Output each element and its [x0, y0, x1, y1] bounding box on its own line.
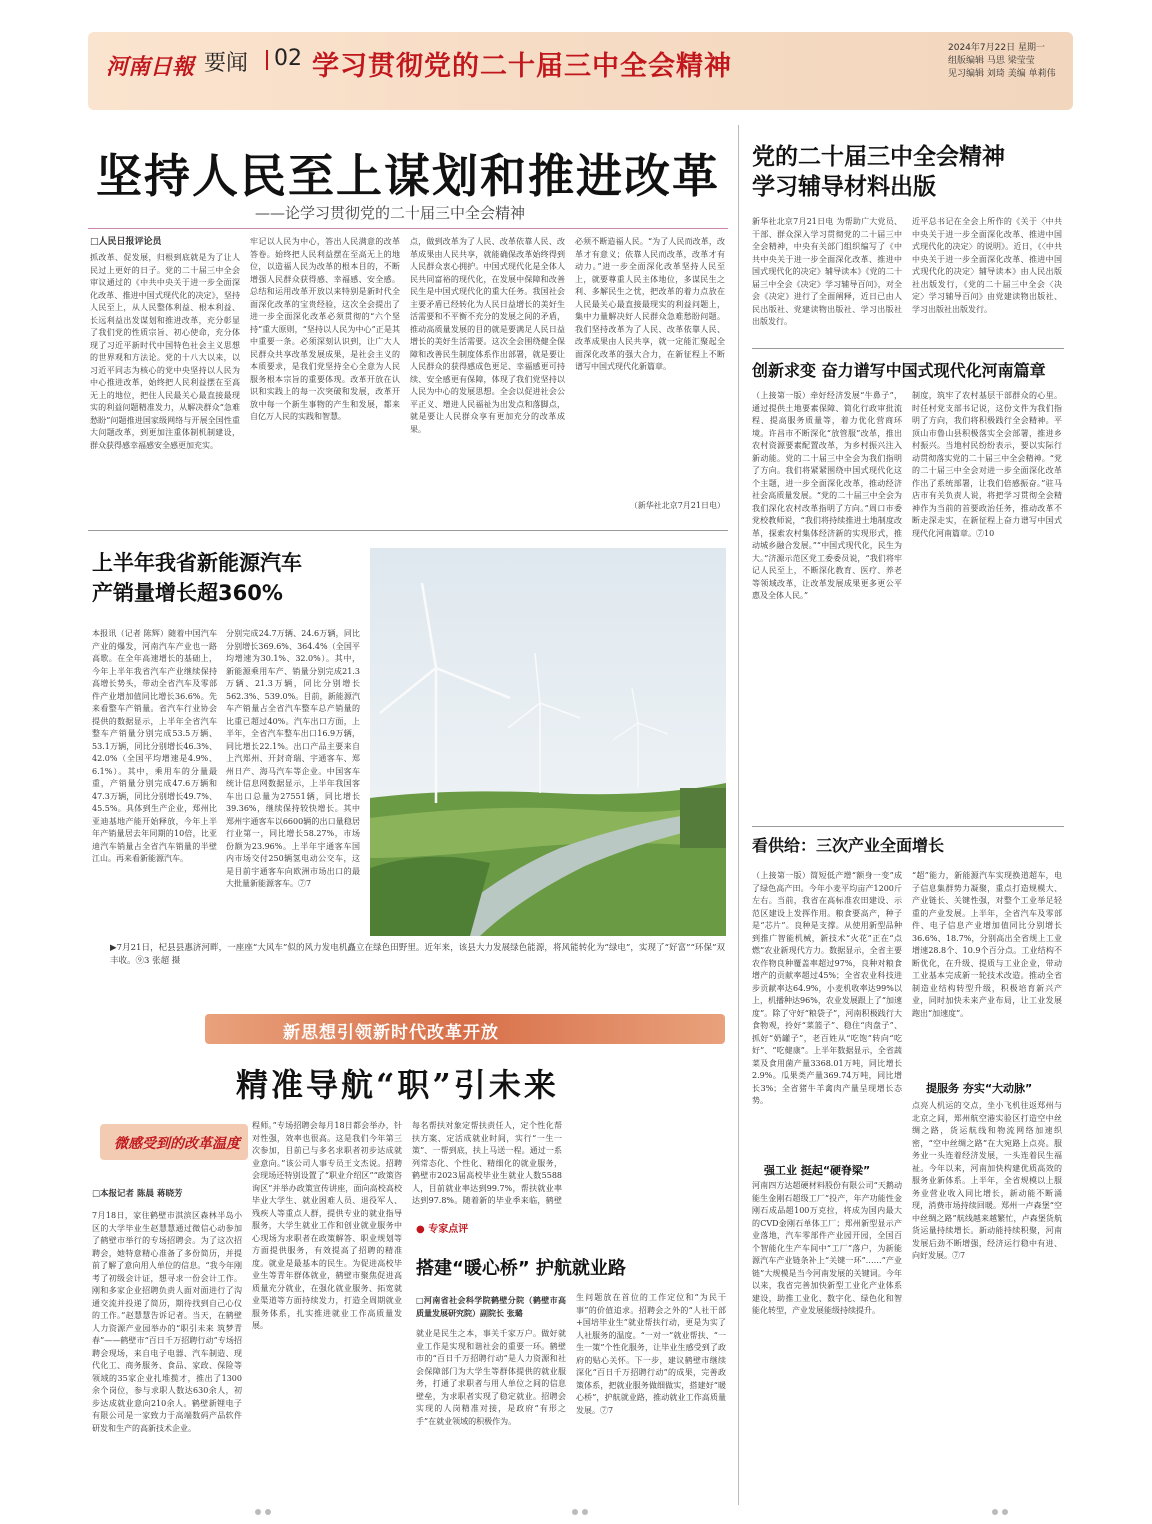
- wind-farm-image: [370, 548, 726, 936]
- comment-tag-text: 专家点评: [428, 1224, 469, 1235]
- job-col-1: 7月18日，家住鹤壁市淇滨区森林半岛小区的大学毕业生赵慧慧通过微信心动参加了鹤壁市举行的专场招聘会。为了这次招聘会，她特意精心准备了多份简历，并提前了解了意向用人单位的信息。“我今年刚考了初级会计证，想寻求一份会计工作。刚和多家企业招聘负责人面对面进行了沟通交流并投递了简历，期待找到自己心仪的工作。”赵慧慧告诉记者。当天，在鹤壁人力资源产业园举办的“职引未来 筑梦青春”——鹤壁市“百日千万招聘行动”专场招聘会现场，来自电子电器、汽车制造、现代化工、商务服务、食品、家政、保险等领域的35家企业扎堆揽才，推出了1300余个岗位，参与求职人数达630余人，初步达成就业意向210余人。鹤壁新锂电子有限公司是一家致力于高端数码产品软件研发和生产的高新技术企业。: [92, 1211, 242, 1433]
- job-title: 精准导航“职”引未来: [236, 1066, 559, 1104]
- page-number: 02: [274, 46, 302, 71]
- henan-col-2: 制度，筑牢了农村基层干部群众的心里。时任村党支部书记说，这份文件为我们指明了方向，我们将积极践行全会精神。平顶山市鲁山县积极落实全会部署，推进乡村振兴。当地村民纷纷表示，要以实际行动贯彻落实党的二十届三中全会精神。“党的二十届三中全会对进一步全面深化改革作出了系统部署，让我们倍感振奋。”驻马店市有关负责人说，将把学习贯彻全会精神作为当前的首要政治任务，推动改革不断走深走实，在新征程上奋力谱写中国式现代化河南篇章。⑦10: [912, 391, 1062, 538]
- section-name: 要闻: [204, 51, 249, 76]
- lead-source: （新华社北京7月21日电）: [629, 501, 725, 510]
- job-col-2: 程师。”专场招聘会每月18日都会举办，针对性强，效率也很高。这是我们今年第三次参加，目前已与多名求职者初步达成就业意向。”该公司人事专员王文杰说。招聘会现场还特别设置了“职业介绍区”“政策咨询区”并举办政策宣传讲座，面向高校高校毕业大学生、就业困难人员、退役军人、残疾人等重点人群，提供专业的就业指导服务，大学生就业工作和创业就业服务中心现场为求职者在政策解答、职业规划等方面提供服务，有效提高了招聘的精准度。就业是最基本的民生。为促进高校毕业生等青年群体就业，鹤壁市聚焦促进高质量充分就业，在强化就业服务、拓宽就业渠道等方面持续发力，打造全周期就业服务体系，扎实推进就业工作高质量发展。: [252, 1121, 402, 1330]
- nev-title: [92, 548, 302, 608]
- comment-col-2: 生问题放在首位的工作定位和“为民干事”的价值追求。招聘会之外的“人社干部+国培毕业生”就业帮扶行动，更是为实了人社服务的温度。“一对一”就业帮扶、“一生一策”个性化服务，让毕业生感受到了政府的贴心关怀。下一步，建议鹤壁市继续深化“百日千万招聘行动”的成果，完善政策体系，把就业服务做细做实，搭建好“暖心桥”，护航就业路，推动就业工作高质量发展。⑦7: [576, 1293, 726, 1415]
- lead-col-3: 点，做到改革为了人民、改革依靠人民、改革成果由人民共享，就能确保改革始终得到人民群众衷心拥护。中国式现代化是全体人民共同富裕的现代化，在发展中保障和改善民生是中国式现代化的重大任务。我国社会主要矛盾已经转化为人民日益增长的美好生活需要和不平衡不充分的发展之间的矛盾，推动高质量发展的目的就是要满足人民日益增长的美好生活需要。这次全会围绕健全保障和改善民生制度体系作出部署，就是要让人民群众的获得感成色更足、幸福感更可持续、安全感更有保障，体现了我们党坚持以人民为中心的发展思想。全会以促进社会公平正义、增进人民福祉为出发点和落脚点，就是要让人民群众享有更加充分的改革成果。: [410, 237, 565, 434]
- job-tag-text: 微感受到的改革温度: [114, 1136, 240, 1152]
- lead-col-4: 必须不断造福人民。“为了人民而改革，改革才有意义；依靠人民而改革，改革才有动力。”进一步全面深化改革坚持人民至上，就要尊重人民主体地位，多谋民生之利、多解民生之忧，把改革的着力点放在人民最关心最直接最现实的利益问题上，集中力量解决好人民群众急难愁盼问题。我们坚持改革为了人民、改革依靠人民、改革成果由人民共享，就一定能汇聚起全面深化改革的强大合力，在新征程上不断谱写中国式现代化新篇章。: [575, 237, 725, 371]
- page-dots-left: [255, 1500, 275, 1519]
- banner-text: 新思想引领新时代改革开放: [283, 1023, 499, 1043]
- lead-byline: □人民日报评论员: [90, 237, 162, 247]
- supply-col-1: （上接第一版）简短低产增“额身一变”成了绿色高产田。今年小麦平均亩产1200斤左右。当前，我省在高标准农田建设、示范区建设上发挥作用。粮食要高产，种子是“芯片”。良种是支撑。从使用新型品种到推广智能机械，新技术“火花”正在“点燃”农业新现代方力。数据显示，全省主要农作物良种覆盖率超过97%，良种对粮食增产的贡献率超过45%；全省农业科技进步贡献率达64.9%，小麦机收率达99%以上，机播种达96%，农业发展跟上了“加速度”。除了守好“粮袋子”，河南积极践行大食物观，拎好“菜篮子”、稳住“肉盘子”、抓好“奶罐子”，老百姓从“吃饱”转向“吃好”、“吃健康”。上半年数据显示，全省蔬菜及食用菌产量3368.01万吨，同比增长2.9%。瓜果类产量369.74万吨，同比增长3%；全省猪牛羊禽肉产量呈现增长态势。: [752, 871, 902, 1105]
- photo-caption: ▶7月21日，杞县县惠济河畔，一座座“大风车”似的风力发电机矗立在绿色田野里。近年来，该县大力发展绿色能源，将风能转化为“绿电”，实现了“好富”“环保”双丰收。⑨3 张超 摄: [110, 943, 725, 966]
- header-info: [948, 42, 1056, 81]
- comment-tag-icon: ●: [416, 1224, 425, 1235]
- editors-line-1: 组版编辑 马思 梁莹莹: [948, 56, 1035, 66]
- job-col-3: 每名帮扶对象定帮扶责任人，定个性化帮扶方案、定活成就业时间，实行“一生一策”、一帮到底，扶上马送一程。通过一系列常态化、个性化、精细化的就业服务，鹤壁市2023届高校毕业生就业人数5588人，目前就业率达到99.7%，帮扶就业率达到97.8%。随着新的毕业季来临，鹤壁: [412, 1121, 562, 1205]
- supply-col-3: “超”能力，新能源汽车实现换道超车，电子信息集群势力凝聚，重点打造规模大、产业链长、关键性强，对整个工业举足轻重的产业发展。上半年，全省汽车及零部件、电子信息产业增加值同比分别增长36.6%、18.7%，分别高出全省规上工业增速28.8个、10.9个百分点。工业结构不断优化，在升级、提质与工业企业，带动工业基本完成新一轮技术改造。推动全省制造业结构转型升级，积极培育新兴产业，同时加快未来产业布局，让工业发展跑出“加速度”。: [912, 871, 1062, 1018]
- supply-title: 看供给：三次产业全面增长: [752, 836, 945, 855]
- job-byline: □本报记者 陈晨 蒋晓芳: [92, 1189, 183, 1199]
- newspaper-logo: 河南日報: [106, 54, 195, 80]
- page-dots-middle: [572, 1500, 592, 1519]
- supply-subhead-service: 提服务 夯实“大动脉”: [926, 1082, 1033, 1095]
- nev-col-2: 分别完成24.7万辆、24.6万辆，同比分别增长369.6%、364.4%（全国平均增速为30.1%、32.0%）。其中，新能源乘用车产、销量分别完成21.3万辆、21.3万辆，同比分别增长562.3%、539.0%。目前，新能源汽车产销量占全省汽车整车总产销量的比重已超过40%。汽车出口方面，上半年，全省汽车整车出口16.9万辆，同比增长22.1%。出口产品主要来自上汽郑州、开封奇瑞、宇通客车、郑州日产、海马汽车等企业。中国客车统计信息网数据显示，上半年我国客车出口总量为27551辆，同比增长39.36%，继续保持较快增长。其中郑州宇通客车以6600辆的出口量稳居行业第一，同比增长58.27%，市场份额为23.96%。上半年宇通客车国内市场交付250辆氢电动公交车，这是目前宇通客车向欧洲市场出口的最大批量新能源客车。⑦7: [226, 629, 360, 888]
- supply-col-2: 河南四方达超硬材料股份有限公司“天鹅动能生金刚石超级工厂”投产，年产功能性金刚石成品超100万克拉，将成为国内最大的CVD金刚石单体工厂；郑州新型显示产业落地，汽车零部件产业园开园，全国百个智能化生产车间中“工厂”落户，为新能源汽车产业链条补上“关键一环”……“产业链”大规模是当今河南发展的关键词。今年以来，我省完善加快新型工业化产业体系建设，助推工业化、数字化、绿色化和智能化转型，产业发展能级持续提升。: [752, 1181, 902, 1315]
- nev-title-line-1: 上半年我省新能源汽车: [92, 551, 302, 575]
- lead-subtitle: ——论学习贯彻党的二十届三中全会精神: [255, 204, 526, 222]
- comment-byline: □河南省社会科学院鹤壁分院（鹤壁市高质量发展研究院）副院长 张璐: [416, 1296, 566, 1318]
- henan-title: 创新求变 奋力谱写中国式现代化河南篇章: [752, 361, 1046, 380]
- page-header: [88, 32, 1073, 110]
- issue-date: 2024年7月22日 星期一: [948, 43, 1045, 53]
- book-title-line-2: 学习辅导材料出版: [752, 173, 936, 200]
- comment-col-1: 就业是民生之本，事关千家万户。做好就业工作是实现和谐社会的重要一环。鹤壁市的“百日千万招聘行动”是人力资源和社会保障部门为大学生等群体提供的就业服务，打通了求职者与用人单位之间的信息壁垒，为求职者实现了稳定就业。招聘会实现的人岗精准对接，是政府“有形之手”在就业领域的积极作为。: [416, 1329, 566, 1426]
- book-title: [752, 142, 1005, 202]
- banner: [205, 1014, 725, 1044]
- comment-tag: [416, 1220, 468, 1235]
- henan-col-1: （上接第一版）牵好经济发展“牛鼻子”，通过提供土地要素保障、简化行政审批流程、提高服务质量等，着力优化营商环境。许昌市不断深化“放管服”改革，推出农村资源要素配置改革，为乡村振兴注入新动能。党的二十届三中全会为我们指明了方向。我们将紧紧围绕中国式现代化这个主题，进一步全面深化改革，推动经济社会高质量发展。“党的二十届三中全会为我们深化农村改革指明了方向。”周口市委党校教师说，“我们将持续推进土地制度改革，探索农村集体经济新的实现形式，推动城乡融合发展。”“中国式现代化，民生为大。”济源示范区党工委委员说，“我们将牢记人民至上，不断深化教育、医疗、养老等领域改革，让改革发展成果更多更公平惠及全体人民。”: [752, 391, 902, 600]
- lead-title: 坚持人民至上谋划和推进改革: [96, 149, 720, 203]
- header-divider: [266, 50, 268, 70]
- book-col-1: 新华社北京7月21日电 为帮助广大党员、干部、群众深入学习贯彻党的二十届三中全会精神，中央有关部门组织编写了《中共中央关于进一步全面深化改革、推进中国式现代化的决定》辅导读本》《党的二十届三中全会《决定》学习辅导百问》，对全会《决定》进行了全面阐释，近日已由人民出版社、党建读物出版社、学习出版社出版发行。: [752, 217, 902, 326]
- page-dots-right: [992, 1500, 1012, 1519]
- book-title-line-1: 党的二十届三中全会精神: [752, 143, 1005, 170]
- editors-line-2: 见习编辑 刘琦 美编 单莉伟: [948, 69, 1056, 79]
- nev-title-line-2: 产销量增长超360%: [92, 581, 283, 605]
- supply-col-4: 点亮人机运的交点，坐小飞机往返郑州与北京之间，郑州航空港实验区打造空中丝绸之路，货运航线和物流网络加速织密，“空中丝绸之路”在大宛路上点亮。服务业一头连着经济发展，一头连着民生福祉。今年以来，河南加快构建优质高效的服务业新体系。上半年，全省规模以上服务业营业收入同比增长，新动能不断涌现，消费市场持续回暖。郑州一卢森堡“空中丝绸之路”航线越来越繁忙，卢森堡货航货运量持续增长。新动能持续积聚，河南发展后劲不断增强，经济运行稳中有进、向好发展。⑦7: [912, 1101, 1062, 1260]
- nev-col-1: 本报讯（记者 陈辉）随着中国汽车产业的爆发，河南汽车产业也一路高歌。在全年高速增长的基础上，今年上半年我省汽车产业继续保持高增长势头，带动全省汽车及零部件产业增加值同比增长36.6%。先来看整车产销量。省汽车行业协会提供的数据显示，上半年全省汽车整车产销量分别完成53.5万辆、53.1万辆，同比分别增长46.3%、42.0%（全国平均增速是4.9%、6.1%）。其中，乘用车的分量最重，产销量分别完成47.6万辆和47.3万辆，同比分别增长49.7%、45.5%。具体到生产企业，郑州比亚迪基地产能开始释放，今年上半年产销量居去年同期的10倍，比亚迪汽车销量占全省汽车销量的半壁江山。再来看新能源汽车。: [92, 629, 217, 863]
- comment-title: 搭建“暖心桥” 护航就业路: [416, 1258, 626, 1279]
- lead-col-1: 抓改革、促发展，归根到底就是为了让人民过上更好的日子。党的二十届三中全会审议通过的《中共中央关于进一步全面深化改革、推进中国式现代化的决定》，坚持人民至上，从人民整体利益、根本利益、长远利益出发谋划和推进改革，充分彰显了我们党的性质宗旨、初心使命，充分体现了习近平新时代中国特色社会主义思想的世界观和方法论。党的十八大以来，以习近平同志为核心的党中央坚持以人民为中心推进改革，始终把人民利益摆在至高无上的地位，把住人民最关心最直接最现实的利益问题精准发力，从解决群众“急难愁盼”问题推进国家级网络与开展全国性重大问题改革，到更加注重体制机制建设，群众获得感幸福感安全感更加充实。: [90, 253, 240, 450]
- supply-subhead-industry: 强工业 挺起“硬脊梁”: [764, 1164, 871, 1177]
- wind-farm-photo: [370, 548, 726, 936]
- book-col-2: 近平总书记在全会上所作的《关于〈中共中央关于进一步全面深化改革、推进中国式现代化的决定〉的说明》。近日，《〈中共中央关于进一步全面深化改革、推进中国式现代化的决定〉辅导读本》由人民出版社出版发行，《党的二十届三中全会〈决定〉学习辅导百问》由党建读物出版社、学习出版社出版发行。: [912, 217, 1062, 314]
- page-theme: 学习贯彻党的二十届三中全会精神: [312, 51, 732, 82]
- lead-col-2: 牢记以人民为中心，答出人民满意的改革答卷。始终把人民利益摆在至高无上的地位，以造福人民为改革的根本目的，不断增强人民群众获得感、幸福感、安全感。总结和运用改革开放以来特别是新时代全面深化改革的宝贵经验，这次全会提出了进一步全面深化改革必须贯彻的“六个坚持”重大原则，“坚持以人民为中心”正是其中重要一条。必须深刻认识到，让广大人民群众共享改革发展成果，是社会主义的本质要求，是我们党坚持全心全意为人民服务根本宗旨的重要体现。改革开放在认识和实践上的每一次突破和发展，改革开放中每一个新生事物的产生和发展，都来自亿万人民的实践和智慧。: [250, 237, 400, 421]
- job-tag: [100, 1124, 248, 1160]
